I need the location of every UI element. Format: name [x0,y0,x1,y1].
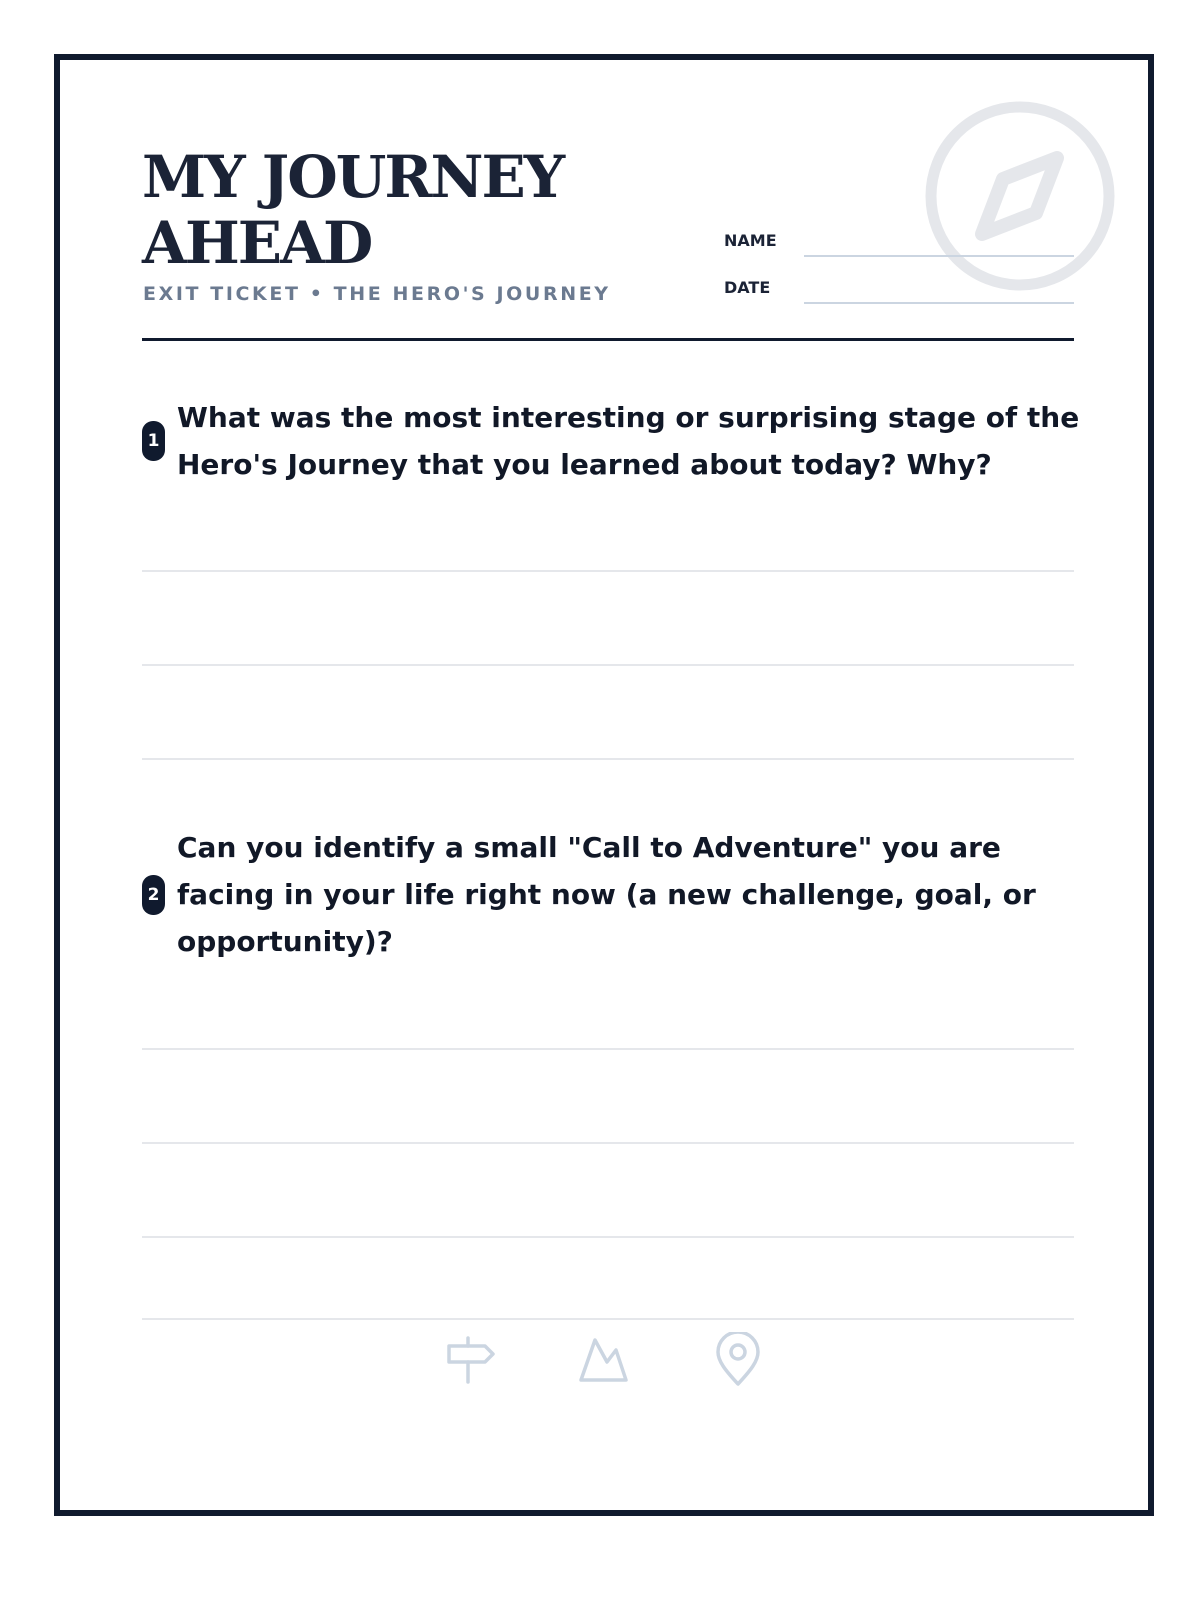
question-text: Can you identify a small "Call to Adventure" you are facing in your life right now (a new challenge, goal, or opportunity)? [177,831,1036,958]
question-number-badge: 1 [142,421,165,461]
answer-line[interactable] [142,1142,1074,1144]
answer-line[interactable] [142,570,1074,572]
title-line-1: MY JOURNEY [142,143,564,211]
question-1 [142,394,1082,488]
header-divider [142,338,1074,341]
exit-ticket-card [54,54,1154,1516]
signpost-icon [443,1332,499,1388]
page-subtitle: EXIT TICKET • THE HERO'S JOURNEY [143,283,611,305]
date-field[interactable] [804,302,1074,304]
answer-line[interactable] [142,1318,1074,1320]
name-label: NAME [724,231,777,250]
page-title [142,144,563,276]
mountain-icon [576,1332,632,1388]
question-text: What was the most interesting or surprising stage of the Hero's Journey that you learned about today? Why? [177,401,1080,481]
answer-line[interactable] [142,758,1074,760]
footer-icons [60,1332,1148,1392]
answer-line[interactable] [142,1048,1074,1050]
date-label: DATE [724,278,771,297]
title-line-2: AHEAD [142,209,372,277]
answer-line[interactable] [142,1236,1074,1238]
question-2 [142,824,1082,965]
question-number-badge: 2 [142,875,165,915]
compass-icon [920,96,1120,296]
name-field[interactable] [804,255,1074,257]
answer-line[interactable] [142,664,1074,666]
map-pin-icon [710,1332,766,1388]
